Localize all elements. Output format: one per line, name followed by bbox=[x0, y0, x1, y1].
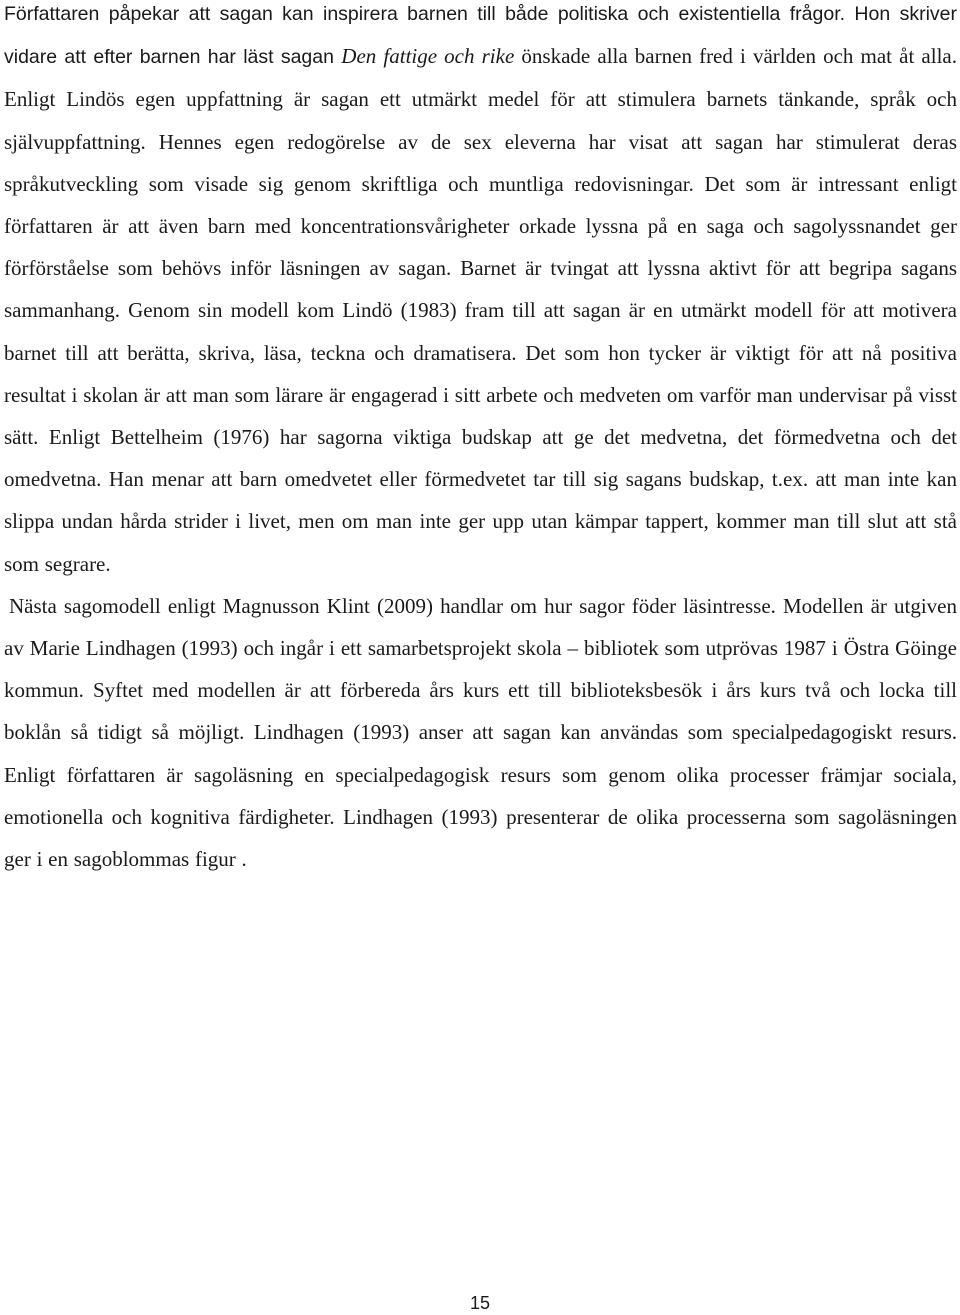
body-text bbox=[4, 0, 957, 880]
paragraph-1-lead: Författaren påpekar att sagan kan inspirera barnen till både politiska och existentiella frågor. Hon skriver vidare att efter barnen har läst sagan bbox=[4, 3, 957, 69]
paragraph-1-rest: önskade alla barnen fred i världen och mat åt alla. Enligt Lindös egen uppfattning är sagan ett utmärkt medel för att stimulera barnets tänkande, språk och självuppfattning. Hennes egen redogörelse av de sex eleverna har visat att sagan har stimulerat deras språkutveckling som visade sig genom skriftliga och muntliga redovisningar. Det som är intressant enligt författaren är att även barn med koncentrationsvårigheter orkade lyssna på en saga och sagolyssnandet ger förförståelse som behövs inför läsningen av sagan. Barnet är tvingat att lyssna aktivt för att begripa sagans sammanhang. Genom sin modell kom Lindö (1983) fram till att sagan är en utmärkt modell för att motivera barnet till att berätta, skriva, läsa, teckna och dramatisera. Det som hon tycker är viktigt för att nå positiva resultat i skolan är att man som lärare är engagerad i sitt arbete och medveten om varför man undervisar på visst sätt. Enligt Bettelheim (1976) har sagorna viktiga budskap att ge det medvetna, det förmedvetna och det omedvetna. Han menar att barn omedvetet eller förmedvetet tar till sig sagans budskap, t.ex. att man inte kan slippa undan hårda strider i livet, men om man inte ger upp utan kämpar tappert, kommer man till slut att stå som segrare. bbox=[4, 44, 957, 576]
book-title: Den fattige och rike bbox=[341, 44, 515, 69]
paragraph-1 bbox=[4, 0, 957, 585]
page-number: 15 bbox=[469, 1293, 491, 1313]
paragraph-2: Nästa sagomodell enligt Magnusson Klint (2009) handlar om hur sagor föder läsintresse. Modellen är utgiven av Marie Lindhagen (1993) och ingår i ett samarbetsprojekt skola – bibliotek som utprövas 1987 i Östra Göinge kommun. Syftet med modellen är att förbereda års kurs ett till biblioteksbesök i års kurs två och locka till boklån så tidigt så möjligt. Lindhagen (1993) anser att sagan kan användas som specialpedagogiskt resurs. Enligt författaren är sagoläsning en specialpedagogisk resurs som genom olika processer främjar sociala, emotionella och kognitiva färdigheter. Lindhagen (1993) presenterar de olika processerna som sagoläsningen ger i en sagoblommas figur . bbox=[4, 593, 957, 872]
